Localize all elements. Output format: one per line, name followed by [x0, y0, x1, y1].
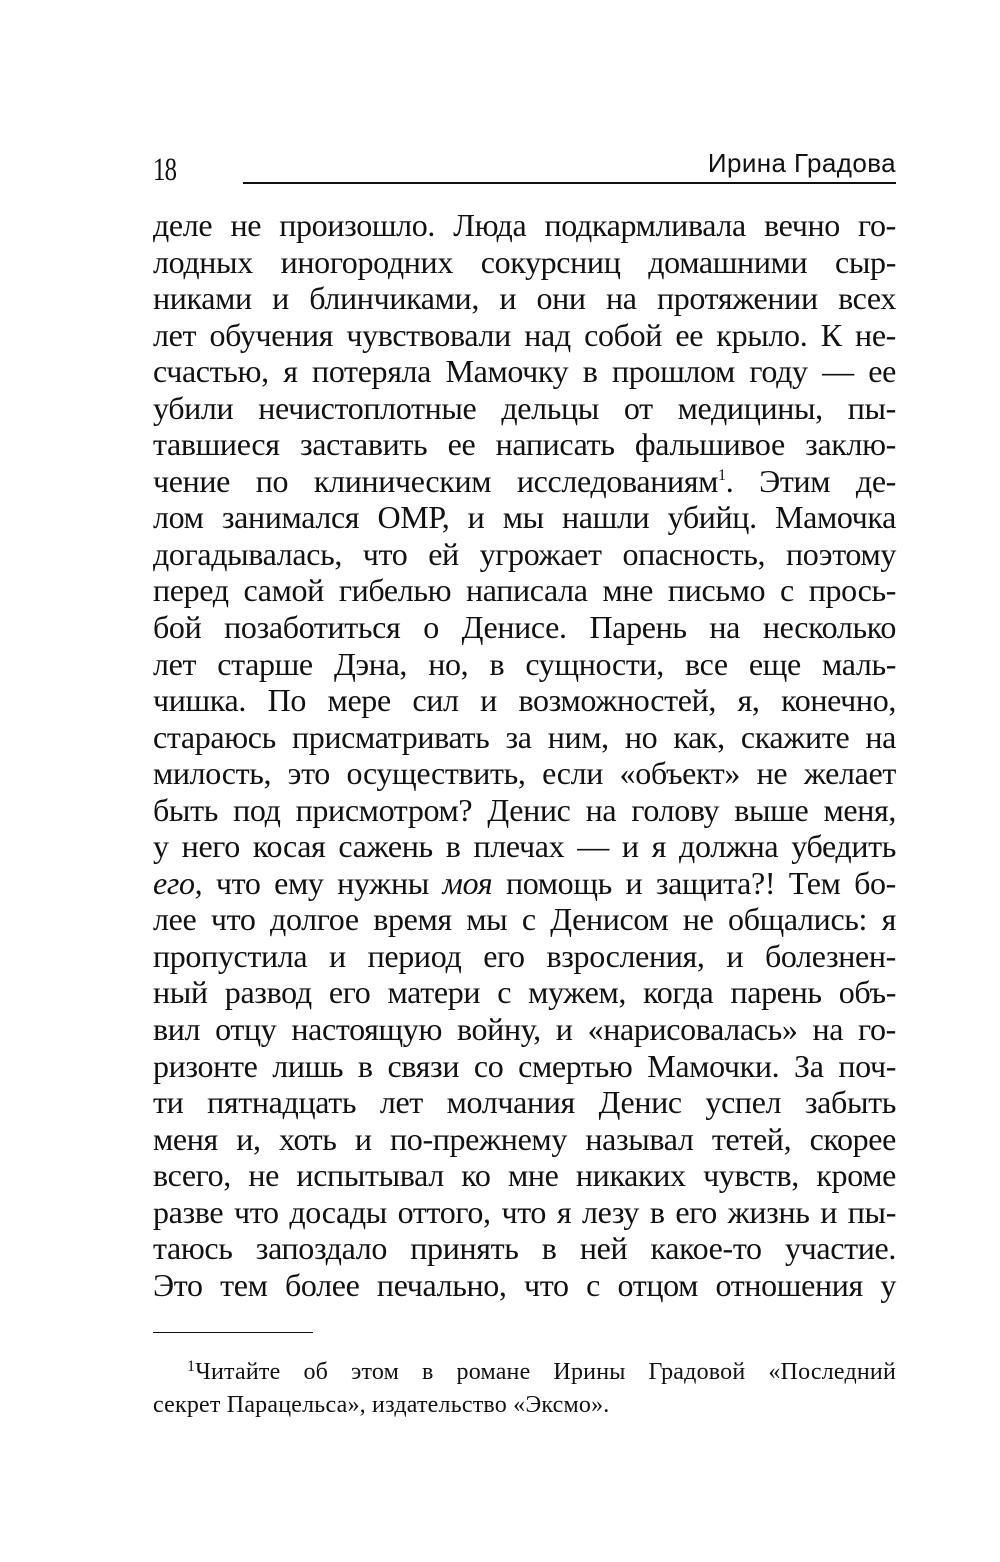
footnote-text: Читайте об этом в романе Ирины Градовой «Последний: [195, 1359, 896, 1385]
emphasis-text: его,: [153, 864, 203, 901]
text-fragment: . Этим де-: [725, 462, 896, 499]
text-line: чишка. По мере сил и возможностей, я, конечно,: [153, 682, 896, 719]
text-line: Это тем более печально, что с отцом отношения у: [153, 1266, 896, 1303]
text-line: ный развод его матери с мужем, когда парень объ-: [153, 974, 896, 1011]
text-line: всего, не испытывал ко мне никаких чувств, кроме: [153, 1157, 896, 1194]
text-line: перед самой гибелью написала мне письмо с прось-: [153, 572, 896, 609]
text-line-with-emphasis: [153, 865, 896, 902]
footnote-line: [153, 1356, 896, 1389]
text-fragment: помощь и защита?! Тем бо-: [492, 864, 896, 901]
text-line: пропустила и период его взросления, и болезнен-: [153, 937, 896, 974]
text-line: ти пятнадцать лет молчания Денис успел забыть: [153, 1084, 896, 1121]
running-header: [153, 148, 896, 198]
text-line: счастью, я потеряла Мамочку в прошлом году — ее: [153, 353, 896, 390]
text-line: лее что долгое время мы с Денисом не общались: я: [153, 901, 896, 938]
text-line: бой позаботиться о Денисе. Парень на несколько: [153, 609, 896, 646]
text-line: быть под присмотром? Денис на голову выше меня,: [153, 791, 896, 828]
page-number: 18: [153, 152, 177, 188]
text-line: вил отцу настоящую войну, и «нарисовалась» на го-: [153, 1011, 896, 1048]
header-rule: [243, 182, 896, 184]
text-line: меня и, хоть и по-прежнему называл тетей, скорее: [153, 1120, 896, 1157]
footnote-line: секрет Парацельса», издательство «Эксмо».: [153, 1392, 610, 1418]
text-line: милость, это осуществить, если «объект» не желает: [153, 755, 896, 792]
footnote-separator: [153, 1332, 313, 1333]
text-line: стараюсь присматривать за ним, но как, скажите на: [153, 718, 896, 755]
running-title: Ирина Градова: [707, 148, 896, 178]
emphasis-text: моя: [442, 864, 493, 901]
text-line: ризонте лишь в связи со смертью Мамочки. За поч-: [153, 1047, 896, 1084]
text-line: убили нечистоплотные дельцы от медицины, пы-: [153, 389, 896, 426]
text-line: тавшиеся заставить ее написать фальшивое заклю-: [153, 426, 896, 463]
text-line: догадывалась, что ей угрожает опасность, поэтому: [153, 535, 896, 572]
text-line: таюсь запоздало принять в ней какое-то участие.: [153, 1230, 896, 1267]
text-fragment: чение по клиническим исследованиям: [153, 462, 719, 499]
text-line: разве что досады оттого, что я лезу в его жизнь и пы-: [153, 1193, 896, 1230]
text-line: лодных иногородних сокурсниц домашними сыр-: [153, 243, 896, 280]
text-line: лет обучения чувствовали над собой ее крыло. К не-: [153, 316, 896, 353]
text-line: лом занимался ОМР, и мы нашли убийц. Мамочка: [153, 499, 896, 536]
footnote-marker: 1: [187, 1358, 196, 1375]
text-line: деле не произошло. Люда подкармливала вечно го-: [153, 207, 896, 243]
text-line: лет старше Дэна, но, в сущности, все еще маль-: [153, 645, 896, 682]
body-text: [153, 207, 896, 1303]
text-line-with-footnote-ref: [153, 463, 896, 500]
text-line: у него косая сажень в плечах — и я должна убедить: [153, 828, 896, 865]
footnote: [153, 1356, 896, 1422]
footnote-reference: 1: [718, 466, 726, 484]
text-line: никами и блинчиками, и они на протяжении всех: [153, 280, 896, 317]
text-fragment: что ему нужны: [202, 864, 443, 901]
